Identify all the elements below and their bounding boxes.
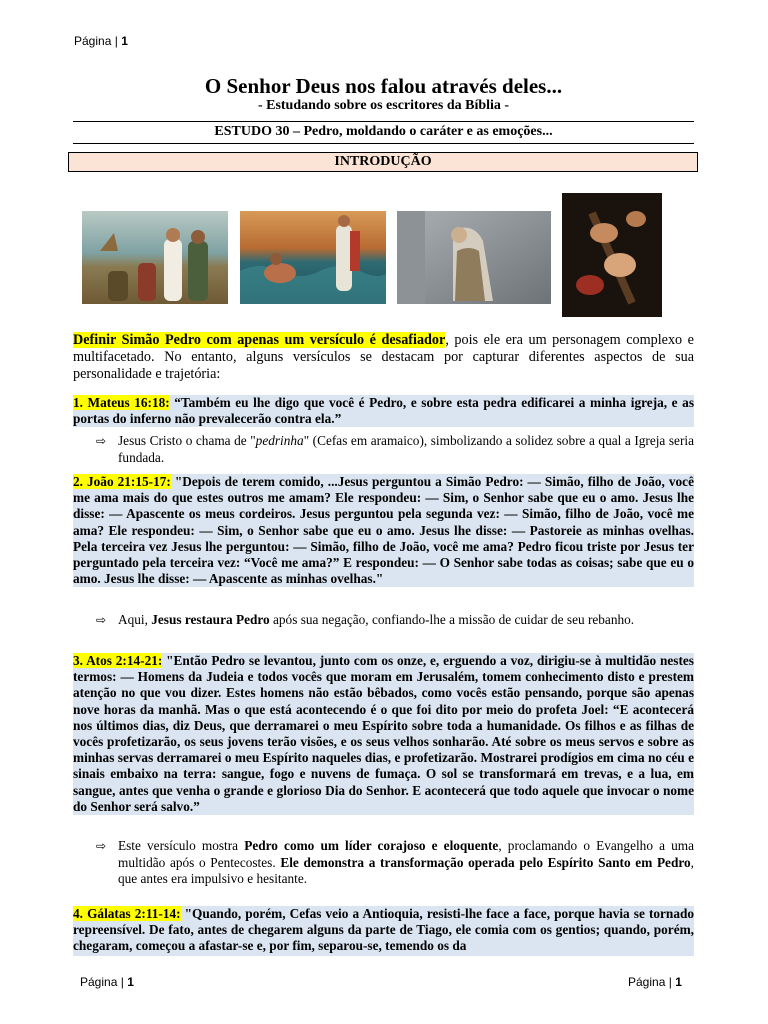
top-rule: [73, 121, 694, 122]
painting-jesus-peter-shore: [82, 211, 228, 304]
intro-paragraph: Definir Simão Pedro com apenas um versículo é desafiador, pois ele era um personagem complexo e multifacetado. No entanto, alguns versículos se destacam por capturar diferentes aspectos de sua personalidade e trajetória:: [73, 332, 694, 382]
arrow-icon: ⇨: [96, 434, 107, 448]
verse-block-3: 3. Atos 2:14-21: "Então Pedro se levantou, junto com os onze, e, erguendo a voz, dirigiu-se à multidão nestes termos: — Homens da Judeia e todos vocês que moram em Jerusalém, tomem conhecimento disto e prestem atenção no que vou dizer. Estes homens não estão bêbados, como vocês estão pensando, porque são apenas nove horas da manhã. Mas o que está acontecendo é o que foi dito por meio do profeta Joel: “E acontecerá nos últimos dias, diz Deus, que derramarei o meu Espírito sobre toda a humanidade. Os filhos e as filhas de vocês profetizarão, os seus jovens terão visões, e os seus velhos sonharão. Até sobre os meus servos e sobre as minhas servas derramarei o meu Espírito naqueles dias, e profetizarão. Mostrarei prodígios em cima no céu e sinais embaixo na terra: sangue, fogo e nuvens de fumaça. O sol se transformará em trevas, e a lua, em sangue, antes que venha o grande e glorioso Dia do Senhor. E acontecerá que todo aquele que invocar o nome do Senhor será salvo.”: [73, 653, 694, 814]
page-footer-left: Página | 1: [80, 975, 134, 989]
painting-peter-walking-water: [240, 211, 386, 304]
verse-block-4: 4. Gálatas 2:11-14: "Quando, porém, Cefas veio a Antioquia, resisti-lhe face a face, porque havia se tornado repreensível. De fato, antes de chegarem alguns da parte de Tiago, ele comia com os gentios; quando, porém, chegaram, começou a afastar-se e, por fim, separou-se, temendo os da: [73, 906, 694, 956]
verse-note-3: ⇨ Este versículo mostra Pedro como um líder corajoso e eloquente, proclamando o Evangelho a uma multidão após o Pentecostes. Ele demonstra a transformação operada pelo Espírito Santo em Pedro, que antes era impulsivo e hesitante.: [96, 838, 695, 886]
painting-peter-weeping: [397, 211, 551, 304]
study-title: ESTUDO 30 – Pedro, moldando o caráter e as emoções...: [214, 124, 553, 139]
verse-note-2: ⇨ Aqui, Jesus restaura Pedro após sua negação, confiando-lhe a missão de cuidar de seu rebanho.: [96, 612, 635, 627]
verse-block-2: 2. João 21:15-17: "Depois de terem comido, ...Jesus perguntou a Simão Pedro: — Simão, filho de João, você me ama mais do que estes outros me amam? Ele respondeu: — Sim, o Senhor sabe que eu o amo. Jesus lhe disse: — Apascente os meus cordeiros. Jesus perguntou pela segunda vez: — Simão, filho de João, você me ama? Ele respondeu: — Sim, o Senhor sabe que eu o amo. Jesus lhe disse: — Pastoreie as minhas ovelhas. Pela terceira vez Jesus lhe perguntou: — Simão, filho de João, você me ama? Pedro ficou triste por Jesus ter perguntado pela terceira vez: “Você me ama?” E respondeu: — O Senhor sabe todas as coisas; sabe que eu o amo. Jesus lhe disse: — Apascente as minhas ovelhas.": [73, 474, 694, 587]
arrow-icon: ⇨: [96, 613, 107, 627]
document-subtitle: - Estudando sobre os escritores da Bíblia -: [257, 98, 510, 113]
page-footer-right: Página | 1: [628, 975, 682, 989]
bottom-rule: [73, 143, 694, 144]
document-title: O Senhor Deus nos falou através deles...: [204, 74, 563, 98]
section-heading-intro: INTRODUÇÃO: [68, 152, 698, 172]
page-header: Página | 1: [74, 34, 128, 48]
painting-crucifixion-peter: [562, 193, 662, 317]
arrow-icon: ⇨: [96, 839, 107, 853]
verse-block-1: 1. Mateus 16:18: “Também eu lhe digo que você é Pedro, e sobre esta pedra edificarei a minha igreja, e as portas do inferno não prevalecerão contra ela.”: [73, 395, 694, 427]
verse-note-1: ⇨ Jesus Cristo o chama de "pedrinha" (Cefas em aramaico), simbolizando a solidez sobre a qual a Igreja seria fundada.: [96, 433, 694, 465]
